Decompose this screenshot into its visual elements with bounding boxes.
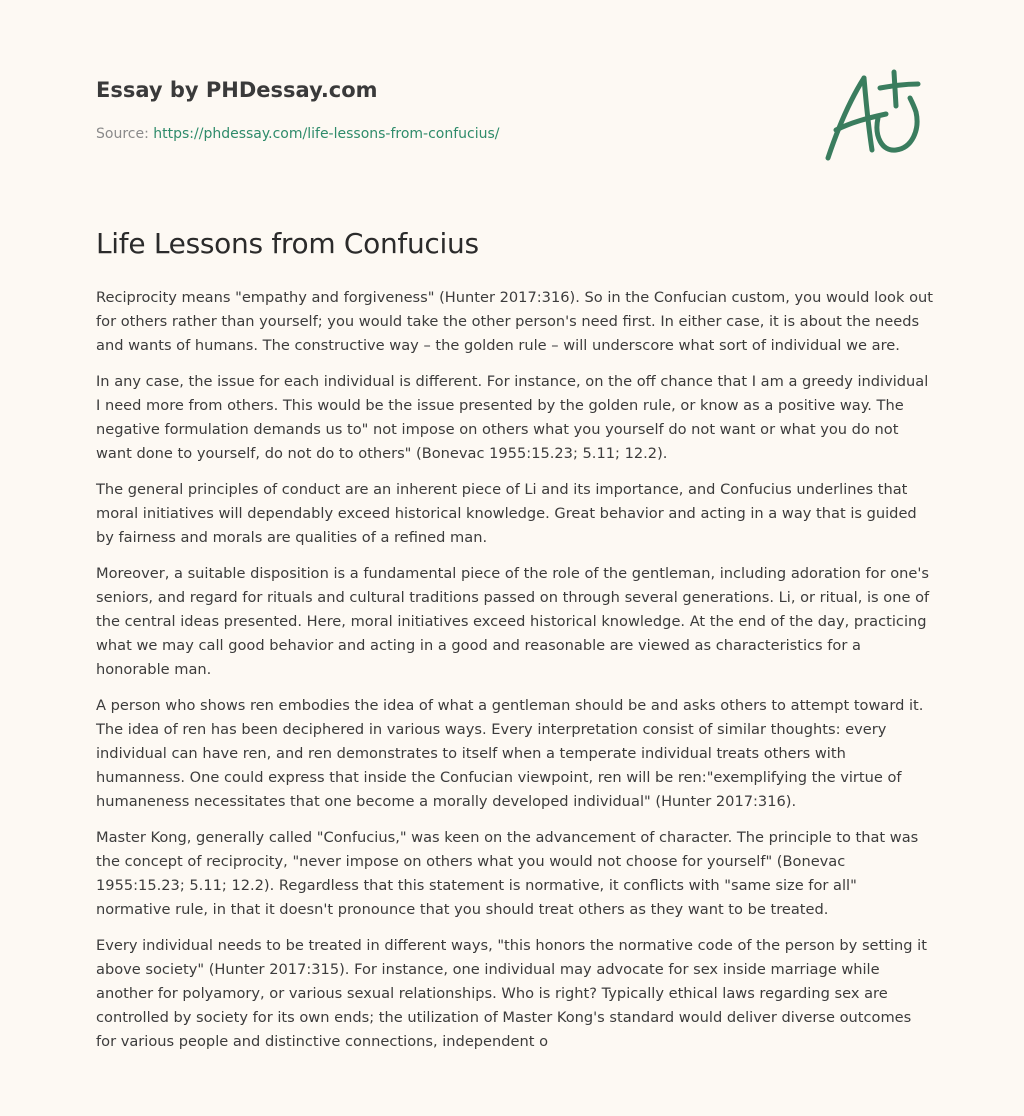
source-line — [96, 124, 796, 144]
paragraph: Master Kong, generally called "Confucius," was keen on the advancement of character. The principle to that was the concept of reciprocity, "never impose on others what you would not choose for yourself" (Bonevac 1955:15.23; 5.11; 12.2). Regardless that this statement is normative, it conflicts with "same size for all" normative rule, in that it doesn't pronounce that you should treat others as they want to be treated. — [96, 829, 919, 918]
source-label: Source: — [96, 126, 154, 142]
paragraph: The general principles of conduct are an inherent piece of Li and its importance, and Confucius underlines that moral initiatives will dependably exceed historical knowledge. Great behavior and acting in a way that is guided by fairness and morals are qualities of a refined man. — [96, 481, 917, 546]
document-body — [96, 286, 934, 1066]
paragraph: Reciprocity means "empathy and forgiveness" (Hunter 2017:316). So in the Confucian custom, you would look out for others rather than yourself; you would take the other person's need first. In either case, it is about the needs and wants of humans. The constructive way – the golden rule – will underscore what sort of individual we are. — [96, 289, 933, 354]
document-title: Life Lessons from Confucius — [96, 227, 479, 260]
paragraph: Every individual needs to be treated in different ways, "this honors the normative code of the person by setting it above society" (Hunter 2017:315). For instance, one individual may advocate for sex inside marriage while another for polyamory, or various sexual relationships. Who is right? Typically ethical laws regarding sex are controlled by society for its own ends; the utilization of Master Kong's standard would deliver diverse outcomes for various people and distinctive connections, independent o — [96, 937, 927, 1050]
site-title: Essay by PHDessay.com — [96, 78, 378, 102]
paragraph: A person who shows ren embodies the idea of what a gentleman should be and asks others to attempt toward it. The idea of ren has been deciphered in various ways. Every interpretation consist of similar thoughts: every individual can have ren, and ren demonstrates to itself when a temperate individual treats others with humanness. One could express that inside the Confucian viewpoint, ren will be ren:"exemplifying the virtue of humaneness necessitates that one become a morally developed individual" (Hunter 2017:316). — [96, 697, 924, 810]
a-plus-logo-icon — [820, 66, 930, 166]
paragraph: In any case, the issue for each individual is different. For instance, on the off chance that I am a greedy individual I need more from others. This would be the issue presented by the golden rule, or know as a positive way. The negative formulation demands us to" not impose on others what you yourself do not want or what you do not want done to yourself, do not do to others" (Bonevac 1955:15.23; 5.11; 12.2). — [96, 373, 929, 462]
source-link[interactable]: https://phdessay.com/life-lessons-from-confucius/ — [153, 126, 500, 142]
paragraph: Moreover, a suitable disposition is a fundamental piece of the role of the gentleman, including adoration for one's seniors, and regard for rituals and cultural traditions passed on through several generations. Li, or ritual, is one of the central ideas presented. Here, moral initiatives exceed historical knowledge. At the end of the day, practicing what we may call good behavior and acting in a good and reasonable are viewed as characteristics for a honorable man. — [96, 565, 930, 678]
page-header — [96, 76, 796, 144]
